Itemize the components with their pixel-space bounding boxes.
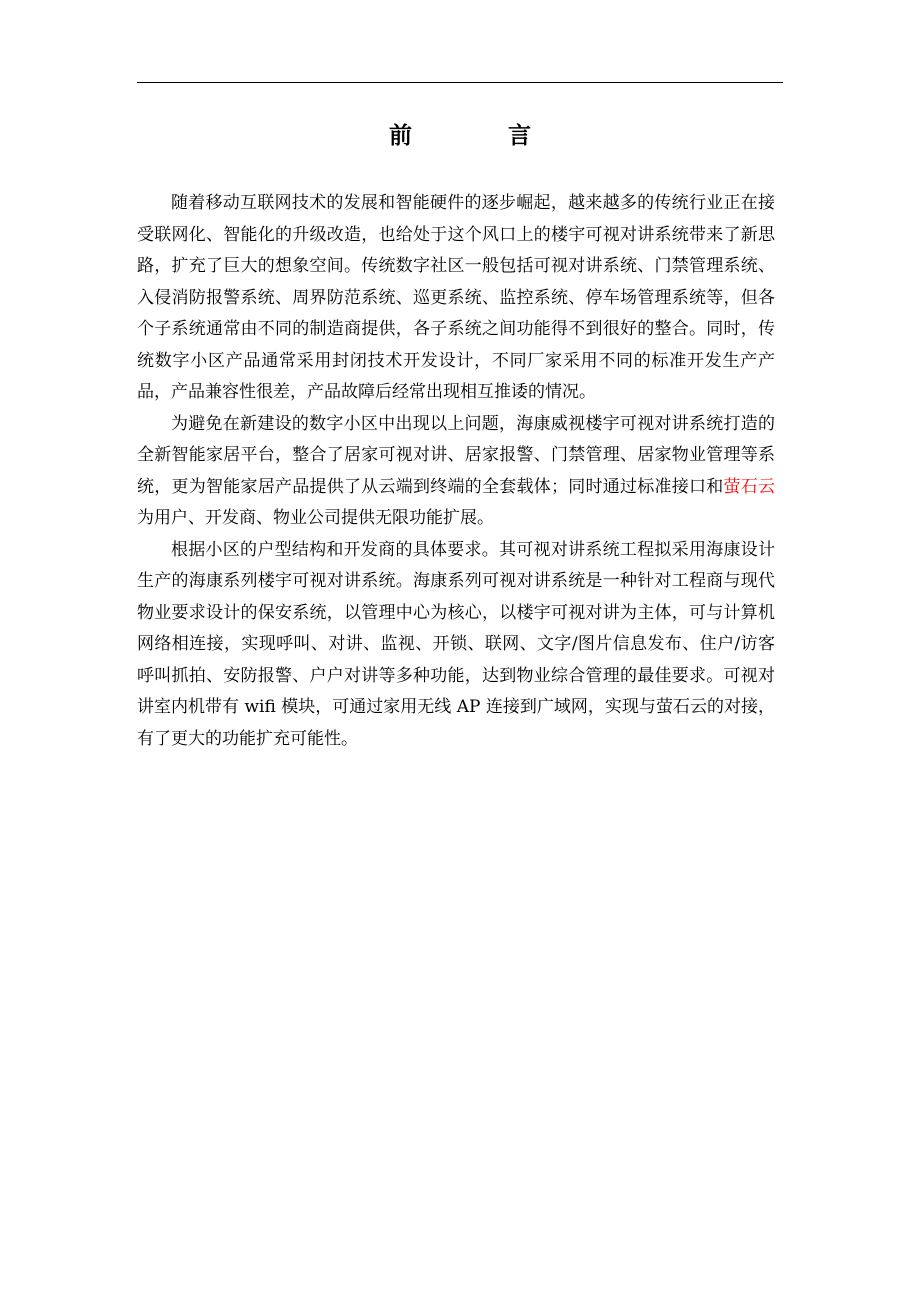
- paragraph-3: 根据小区的户型结构和开发商的具体要求。其可视对讲系统工程拟采用海康设计生产的海康系列楼宇可视对讲系统。海康系列可视对讲系统是一种针对工程商与现代物业要求设计的保安系统，以管理中心为核心，以楼宇可视对讲为主体，可与计算机网络相连接，实现呼叫、对讲、监视、开锁、联网、文字/图片信息发布、住户/访客呼叫抓拍、安防报警、户户对讲等多种功能，达到物业综合管理的最佳要求。可视对讲室内机带有 wifi 模块，可通过家用无线 AP 连接到广域网，实现与萤石云的对接，有了更大的功能扩充可能性。: [137, 539, 775, 749]
- paragraph-1: 随着移动互联网技术的发展和智能硬件的逐步崛起，越来越多的传统行业正在接受联网化、智能化的升级改造，也给处于这个风口上的楼宇可视对讲系统带来了新思路，扩充了巨大的想象空间。传统数字社区一般包括可视对讲系统、门禁管理系统、入侵消防报警系统、周界防范系统、巡更系统、监控系统、停车场管理系统等，但各个子系统通常由不同的制造商提供，各子系统之间功能得不到很好的整合。同时，传统数字小区产品通常采用封闭技术开发设计，不同厂家采用不同的标准开发生产产品，产品兼容性很差，产品故障后经常出现相互推诿的情况。: [137, 193, 775, 402]
- header-rule: [137, 82, 783, 83]
- paragraph-2: [137, 409, 775, 535]
- paragraph-2-before: 为避免在新建设的数字小区中出现以上问题，海康威视楼宇可视对讲系统打造的全新智能家居平台，整合了居家可视对讲、居家报警、门禁管理、居家物业管理等系统，更为智能家居产品提供了从云端到终端的全套载体；同时通过标准接口和: [137, 413, 775, 497]
- page-title: 前 言: [388, 122, 575, 149]
- highlight-ezviz-cloud: 萤石云: [723, 476, 775, 497]
- paragraph-2-after: 为用户、开发商、物业公司提供无限功能扩展。: [137, 508, 494, 528]
- document-body: [137, 188, 775, 755]
